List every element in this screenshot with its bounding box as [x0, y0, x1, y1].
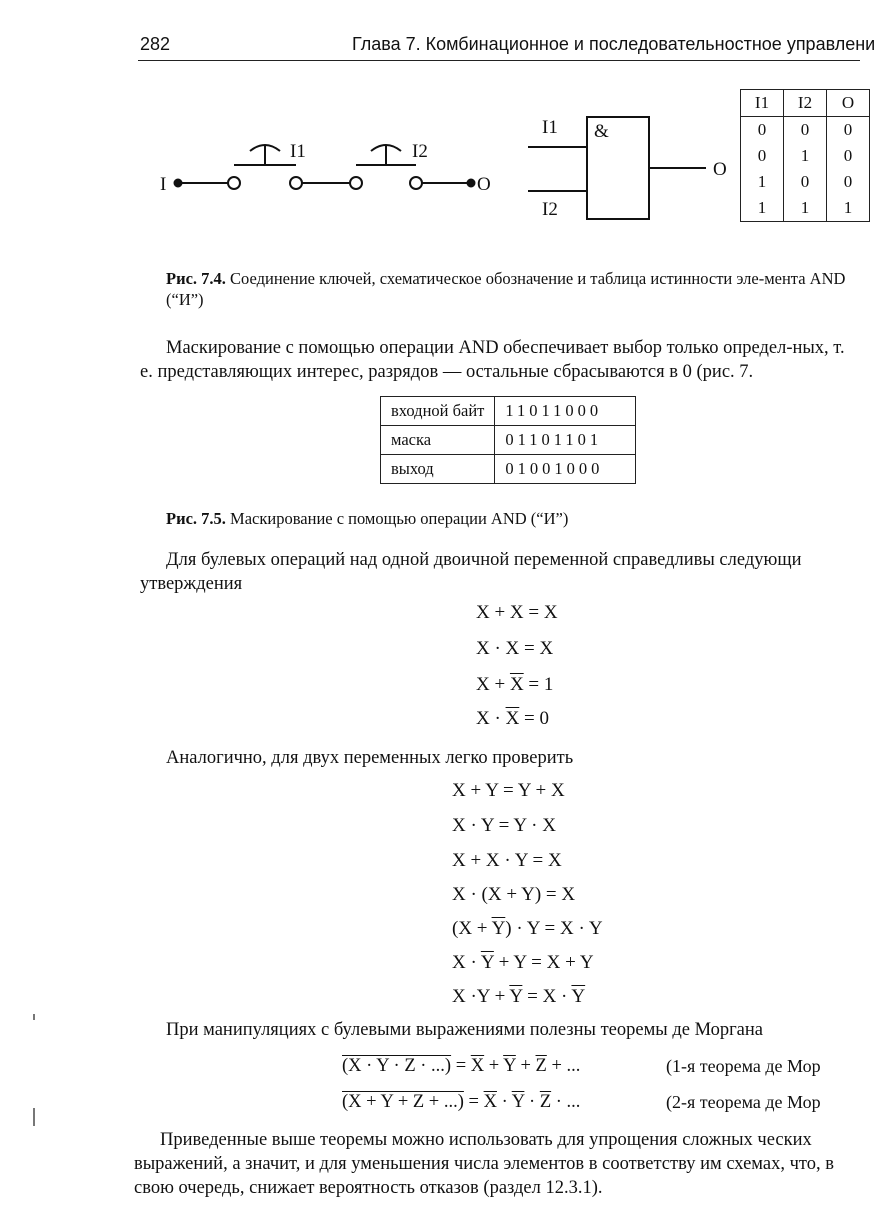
caption-label: Рис. 7.4. — [166, 269, 226, 288]
eq-negated-var: $\overline{Z}$ — [539, 1092, 552, 1112]
truth-cell: 1 — [784, 195, 827, 222]
eq-negated-var: $\overline{Y}$ — [503, 1056, 516, 1076]
header-rule — [138, 60, 860, 61]
demorgan-label-1: (1-я теорема де Мор — [666, 1056, 821, 1076]
gate-symbol: & — [594, 121, 609, 142]
eq-negated-var: $\overline{Y}$ — [571, 986, 586, 1007]
switch1-label: I1 — [290, 141, 306, 162]
truth-cell: 1 — [741, 195, 784, 222]
truth-header-i2: I2 — [784, 90, 827, 117]
mask-row-value: 01101101 — [495, 426, 636, 455]
figure-7-4-caption — [166, 268, 866, 310]
equation: X · Y = Y · X — [452, 815, 556, 836]
equation: X + X = X — [476, 602, 558, 623]
equation — [452, 986, 585, 1008]
eq-part: · — [496, 1092, 512, 1112]
truth-cell: 1 — [784, 143, 827, 169]
demorgan-theorem-1 — [342, 1056, 580, 1077]
eq-negated-var: $\overline{X}$ — [470, 1056, 485, 1076]
eq-negated-var: $\overline{Y}$ — [480, 952, 494, 973]
truth-cell: 0 — [827, 169, 870, 195]
truth-cell: 1 — [741, 169, 784, 195]
mask-row-label: маска — [381, 426, 495, 455]
eq-negated-var: $\overline{X}$ — [483, 1092, 497, 1112]
equation — [476, 708, 549, 730]
demorgan-label-2: (2-я теорема де Мор — [666, 1092, 821, 1112]
mask-row-value: 11011000 — [495, 397, 636, 426]
truth-cell: 0 — [784, 117, 827, 144]
eq-part: = X · — [522, 986, 572, 1007]
eq-part: = — [451, 1056, 471, 1076]
equation: X · (X + Y) = X — [452, 884, 576, 905]
eq-part: X ·Y + — [452, 986, 510, 1007]
truth-row — [741, 143, 870, 169]
margin-mark — [33, 1014, 35, 1020]
eq-part: + — [484, 1056, 504, 1076]
truth-header-i1: I1 — [741, 90, 784, 117]
caption-text: Маскирование с помощью операции AND (“И”) — [225, 509, 569, 528]
eq-part: ) · Y = X · Y — [505, 918, 603, 939]
switch-circuit — [175, 145, 475, 189]
eq-part: · — [524, 1092, 540, 1112]
paragraph-demorgan-intro: При манипуляциях с булевыми выражениями полезны теоремы де Моргана — [166, 1020, 763, 1040]
mask-row-label: входной байт — [381, 397, 495, 426]
gate-input2-label: I2 — [542, 199, 558, 220]
eq-part: X · — [476, 708, 506, 729]
eq-part: X + — [476, 674, 510, 695]
truth-cell: 0 — [741, 117, 784, 144]
equation — [452, 952, 594, 974]
eq-negated-var: $\overline{X}$ — [509, 674, 524, 695]
truth-row — [741, 117, 870, 144]
mask-table — [380, 396, 636, 484]
page-number: 282 — [140, 34, 171, 54]
truth-cell: 1 — [827, 195, 870, 222]
eq-negated-var: $\overline{Z}$ — [535, 1056, 547, 1076]
demorgan-theorem-2 — [342, 1092, 580, 1113]
figure-7-5-caption — [166, 508, 866, 529]
eq-part: + — [515, 1056, 536, 1076]
eq-negated-var: $\overline{Y}$ — [491, 918, 506, 939]
eq-part: · ... — [551, 1092, 581, 1112]
eq-part: = 1 — [523, 674, 554, 695]
margin-mark — [33, 1108, 35, 1126]
paragraph-conclusion: Приведенные выше теоремы можно использовать для упрощения сложных ческих выражений, а значит, и для уменьшения числа элементов в соответству им схемах, что, в свою очередь, снижает вероятность отказов (раздел 12.3.1). — [134, 1130, 834, 1198]
eq-part: = 0 — [519, 708, 550, 729]
figure-7-4 — [150, 85, 870, 255]
running-title: Глава 7. Комбинационное и последовательностное управлени — [352, 34, 876, 54]
mask-row — [381, 426, 636, 455]
equation — [452, 918, 603, 940]
equation: X · X = X — [476, 638, 554, 659]
paragraph-single-var: Для булевых операций над одной двоичной переменной справедливы следующи утверждения — [140, 550, 802, 594]
demorgan-lhs: (X + Y + Z + ...) — [342, 1092, 464, 1112]
truth-row — [741, 169, 870, 195]
truth-cell: 0 — [827, 117, 870, 144]
caption-text: Соединение ключей, схематическое обозначение и таблица истинности эле-мента AND (“И”) — [166, 269, 846, 309]
mask-row — [381, 397, 636, 426]
demorgan-lhs: (X · Y · Z · ...) — [342, 1056, 452, 1076]
mask-row-label: выход — [381, 455, 495, 484]
eq-negated-var: $\overline{X}$ — [505, 708, 520, 729]
caption-label: Рис. 7.5. — [166, 509, 226, 528]
switch2-label: I2 — [412, 141, 428, 162]
equation: X + X · Y = X — [452, 850, 562, 871]
gate-input1-label: I1 — [542, 117, 558, 138]
eq-negated-var: $\overline{Y}$ — [509, 986, 523, 1007]
eq-negated-var: $\overline{Y}$ — [511, 1092, 525, 1112]
truth-cell: 0 — [827, 143, 870, 169]
mask-row — [381, 455, 636, 484]
equation — [476, 674, 553, 696]
paragraph-masking: Маскирование с помощью операции AND обеспечивает выбор только определ-ных, т. е. представляющих интерес, разрядов — остальные сбрасываются в 0 (рис. 7. — [140, 338, 845, 382]
mask-row-value: 01001000 — [495, 455, 636, 484]
eq-part: + Y = X + Y — [493, 952, 594, 973]
switch-input-label: I — [160, 174, 167, 195]
eq-part: + ... — [546, 1056, 581, 1076]
eq-part: (X + — [452, 918, 492, 939]
switch-output-label: O — [477, 174, 491, 195]
eq-part: X · — [452, 952, 481, 973]
gate-output-label: O — [713, 159, 727, 180]
truth-row — [741, 195, 870, 222]
truth-cell: 0 — [784, 169, 827, 195]
truth-table — [740, 89, 870, 222]
truth-cell: 0 — [741, 143, 784, 169]
eq-part: = — [463, 1092, 484, 1112]
equation: X + Y = Y + X — [452, 780, 565, 801]
paragraph-two-var: Аналогично, для двух переменных легко проверить — [166, 748, 574, 768]
truth-header-o: O — [827, 90, 870, 117]
